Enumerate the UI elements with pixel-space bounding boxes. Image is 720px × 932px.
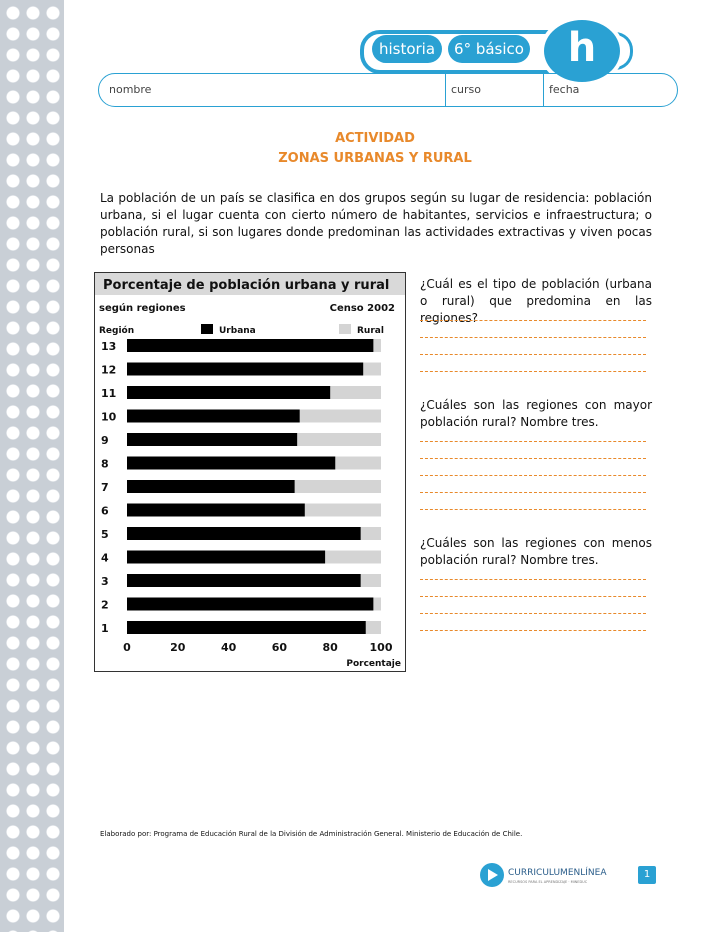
answer-line[interactable] — [420, 492, 646, 493]
brand-name: CURRICULUMENLÍNEA — [508, 868, 607, 878]
curso-label: curso — [451, 83, 482, 96]
bar-urbana — [127, 551, 325, 564]
brand-tagline: RECURSOS PARA EL APRENDIZAJE · MINEDUC — [508, 880, 588, 884]
x-tick-label: 0 — [123, 641, 131, 654]
region-label: 8 — [101, 457, 109, 471]
x-tick-label: 100 — [369, 641, 393, 654]
x-tick-label: 40 — [220, 641, 237, 654]
nombre-label: nombre — [109, 83, 152, 96]
bar-rural — [363, 363, 381, 376]
bar-rural — [295, 480, 381, 493]
chart-source: Censo 2002 — [329, 303, 395, 314]
bar-rural — [361, 527, 381, 540]
answer-line[interactable] — [420, 613, 646, 614]
bar-urbana — [127, 480, 295, 493]
answer-line[interactable] — [420, 509, 646, 510]
answer-line[interactable] — [420, 371, 646, 372]
bar-urbana — [127, 457, 335, 470]
subject-pill: historia — [372, 35, 442, 63]
bar-urbana — [127, 504, 305, 517]
bar-rural — [335, 457, 381, 470]
bar-rural — [373, 339, 381, 352]
question-1: ¿Cuál es el tipo de población (urbana o rural) que predomina en las regiones? — [420, 277, 652, 325]
answer-line[interactable] — [420, 579, 646, 580]
x-axis-label: Porcentaje — [346, 659, 401, 669]
region-label: 12 — [101, 363, 117, 377]
grade-pill: 6° básico — [448, 35, 530, 63]
question-3: ¿Cuáles son las regiones con menos población rural? Nombre tres. — [420, 536, 652, 567]
region-label: 11 — [101, 387, 117, 400]
student-info-bar — [98, 73, 678, 107]
activity-label: ACTIVIDAD — [335, 131, 415, 146]
answer-line[interactable] — [420, 475, 646, 476]
legend-rural-swatch — [339, 324, 351, 334]
legend-urbana-label: Urbana — [219, 326, 256, 336]
region-label: 3 — [101, 575, 109, 588]
answer-line[interactable] — [420, 458, 646, 459]
region-label: 6 — [101, 504, 109, 518]
answer-line[interactable] — [420, 320, 646, 321]
bar-urbana — [127, 574, 361, 587]
bar-rural — [305, 504, 381, 517]
region-label: 2 — [101, 598, 109, 612]
page-number: 1 — [638, 866, 656, 884]
region-label: 5 — [101, 528, 109, 541]
answer-line[interactable] — [420, 354, 646, 355]
credits-footer: Elaborado por: Programa de Educación Rural de la División de Administración General. Ministerio de Educación de Chile. — [100, 830, 523, 838]
bar-rural — [325, 551, 381, 564]
bar-urbana — [127, 598, 373, 611]
answer-line[interactable] — [420, 441, 646, 442]
curriculum-logo[interactable] — [480, 862, 620, 888]
y-axis-label: Región — [99, 326, 135, 336]
side-pattern — [4, 4, 64, 932]
answer-line[interactable] — [420, 596, 646, 597]
bar-rural — [373, 598, 381, 611]
bar-urbana — [127, 339, 373, 352]
legend-rural-label: Rural — [357, 326, 384, 336]
divider — [543, 74, 544, 106]
region-label: 9 — [101, 434, 109, 447]
x-tick-label: 80 — [322, 641, 338, 654]
bar-urbana — [127, 527, 361, 540]
bar-rural — [330, 386, 381, 399]
region-label: 7 — [101, 481, 109, 494]
fecha-label: fecha — [549, 83, 580, 96]
region-label: 13 — [101, 340, 117, 353]
population-chart — [95, 273, 405, 671]
bar-urbana — [127, 363, 363, 376]
region-label: 1 — [101, 622, 109, 635]
side-decoration — [0, 0, 64, 932]
chart-subtitle: según regiones — [99, 303, 186, 314]
answer-line[interactable] — [420, 630, 646, 631]
intro-paragraph: La población de un país se clasifica en dos grupos según su lugar de residencia: población urbana, si el lugar cuenta con cierto número de habitantes, servicios e infraestructura; o población rural, si son lugares donde predominan las actividades extractivas y viven pocas personas — [100, 191, 652, 256]
history-logo: h — [540, 16, 624, 86]
bar-rural — [297, 433, 381, 446]
region-label: 4 — [101, 551, 109, 565]
question-2: ¿Cuáles son las regiones con mayor población rural? Nombre tres. — [420, 398, 652, 429]
bar-urbana — [127, 386, 330, 399]
divider — [445, 74, 446, 106]
bar-rural — [300, 410, 381, 423]
bar-rural — [361, 574, 381, 587]
bar-urbana — [127, 433, 297, 446]
activity-title: ZONAS URBANAS Y RURAL — [278, 151, 472, 166]
legend-urbana-swatch — [201, 324, 213, 334]
bar-urbana — [127, 410, 300, 423]
bar-urbana — [127, 621, 366, 634]
x-tick-label: 20 — [170, 641, 186, 654]
chart-frame — [94, 272, 406, 672]
bar-rural — [366, 621, 381, 634]
chart-title: Porcentaje de población urbana y rural — [103, 278, 390, 293]
answer-line[interactable] — [420, 337, 646, 338]
x-tick-label: 60 — [271, 641, 288, 654]
region-label: 10 — [101, 410, 117, 424]
